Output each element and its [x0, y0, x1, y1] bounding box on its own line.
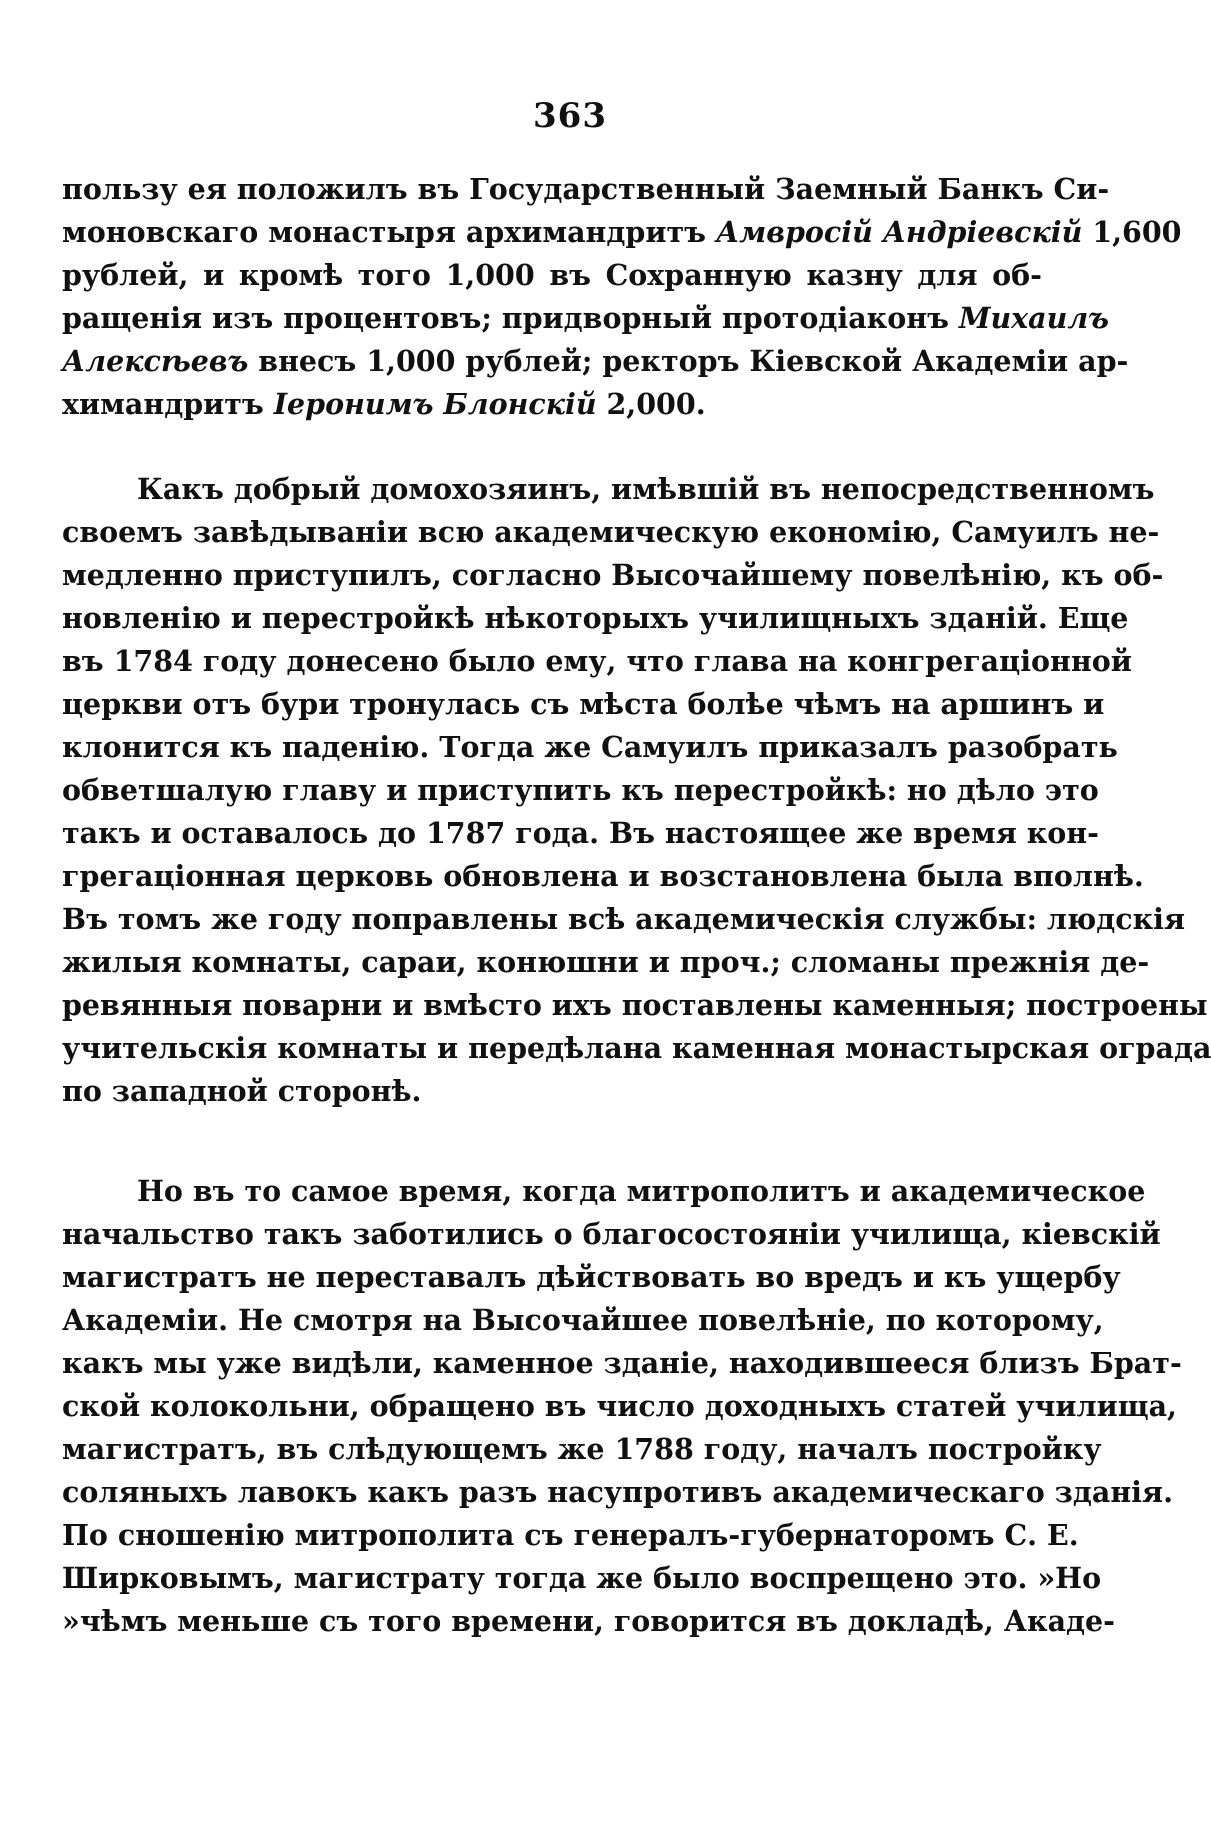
- text-line: [62, 1027, 1211, 1070]
- text-segment: медленно приступилъ, согласно Высочайшему повелѣнію, къ об-: [62, 558, 1164, 592]
- text-line: [62, 1299, 1104, 1342]
- italic-name: Алексѣевъ: [62, 344, 249, 378]
- text-segment: учительскія комнаты и передѣлана каменная монастырская ограда: [62, 1031, 1211, 1065]
- text-segment: внесъ 1,000 рублей; ректоръ Кіевской Академіи ар-: [248, 344, 1129, 378]
- text-segment: химандритъ: [62, 387, 274, 421]
- text-line: [62, 340, 1129, 383]
- text-line: [62, 898, 1186, 941]
- paragraph-1: [62, 168, 1182, 426]
- text-line: [62, 1385, 1177, 1428]
- text-segment: соляныхъ лавокъ какъ разъ насупротивъ академическаго зданія.: [62, 1475, 1173, 1509]
- text-line: [62, 468, 1155, 511]
- text-line: [62, 812, 1099, 855]
- text-segment: Ширковымъ, магистрату тогда же было воспрещено это. »Но: [62, 1561, 1102, 1595]
- paragraph-2: [62, 468, 1211, 1113]
- text-segment: Въ томъ же году поправлены всѣ академическія службы: людскія: [62, 902, 1186, 936]
- text-segment: начальство такъ заботились о благосостояніи училища, кіевскій: [62, 1217, 1161, 1251]
- text-line: [62, 383, 1042, 426]
- text-segment: По сношенію митрополита съ генералъ-губернаторомъ С. Е.: [62, 1518, 1079, 1552]
- text-line: [62, 511, 1160, 554]
- text-line: [62, 1471, 1173, 1514]
- text-line: [62, 1557, 1102, 1600]
- text-segment: по западной сторонѣ.: [62, 1074, 422, 1108]
- text-segment: Но въ то самое время, когда митрополитъ и академическое: [137, 1174, 1146, 1208]
- text-line: [62, 1514, 1079, 1557]
- text-line: [62, 211, 1182, 254]
- text-segment: грегаціонная церковь обновлена и возстановлена была вполнѣ.: [62, 859, 1144, 893]
- text-segment: обветшалую главу и приступить къ перестройкѣ: но дѣло это: [62, 773, 1099, 807]
- text-segment: въ 1784 году донесено было ему, что глава на конгрегаціонной: [62, 644, 1132, 678]
- text-line: [62, 683, 1105, 726]
- text-line: [62, 297, 1109, 340]
- text-line: [62, 1070, 1042, 1113]
- text-line: [62, 1600, 1115, 1643]
- text-segment: 2,000.: [596, 387, 706, 421]
- text-line: [62, 1428, 1102, 1471]
- text-line: [62, 1170, 1146, 1213]
- italic-name: Михаилъ: [958, 301, 1109, 335]
- text-line: [62, 254, 1042, 297]
- text-segment: такъ и оставалось до 1787 года. Въ настоящее же время кон-: [62, 816, 1099, 850]
- paragraph-3: [62, 1170, 1182, 1643]
- text-line: [62, 726, 1118, 769]
- text-segment: Академіи. Не смотря на Высочайшее повелѣніе, по которому,: [62, 1303, 1104, 1337]
- text-segment: магистратъ, въ слѣдующемъ же 1788 году, началъ постройку: [62, 1432, 1102, 1466]
- text-line: [62, 984, 1208, 1027]
- text-line: [62, 941, 1150, 984]
- text-line: [62, 1342, 1182, 1385]
- text-line: [62, 1213, 1161, 1256]
- text-segment: моновскаго монастыря архимандритъ: [62, 215, 716, 249]
- text-segment: рублей, и кромѣ того 1,000 въ Сохранную казну для об-: [62, 258, 1042, 292]
- text-segment: ревянныя поварни и вмѣсто ихъ поставлены каменныя; построены: [62, 988, 1208, 1022]
- text-line: [62, 640, 1132, 683]
- text-line: [62, 855, 1144, 898]
- text-segment: церкви отъ бури тронулась съ мѣста болѣе чѣмъ на аршинъ и: [62, 687, 1105, 721]
- text-line: [62, 1256, 1121, 1299]
- italic-name: Амвросій Андріевскій: [715, 215, 1083, 249]
- text-line: [62, 597, 1129, 640]
- text-segment: »чѣмъ меньше съ того времени, говорится въ докладѣ, Акаде-: [62, 1604, 1115, 1638]
- text-line: [62, 769, 1099, 812]
- italic-name: Іеронимъ Блонскій: [273, 387, 597, 421]
- text-segment: ращенія изъ процентовъ; придворный протодіаконъ: [62, 301, 959, 335]
- text-segment: 1,600: [1082, 215, 1182, 249]
- text-segment: пользу ея положилъ въ Государственный Заемный Банкъ Си-: [62, 172, 1110, 206]
- page-number: 363: [533, 96, 607, 136]
- text-segment: какъ мы уже видѣли, каменное зданіе, находившееся близъ Брат-: [62, 1346, 1182, 1380]
- text-segment: жилыя комнаты, сараи, конюшни и проч.; сломаны прежнія де-: [62, 945, 1150, 979]
- text-segment: новленію и перестройкѣ нѣкоторыхъ училищныхъ зданій. Еще: [62, 601, 1129, 635]
- text-line: [62, 168, 1110, 211]
- text-segment: клонится къ паденію. Тогда же Самуилъ приказалъ разобрать: [62, 730, 1118, 764]
- text-segment: своемъ завѣдываніи всю академическую економію, Самуилъ не-: [62, 515, 1160, 549]
- text-line: [62, 554, 1164, 597]
- text-segment: Какъ добрый домохозяинъ, имѣвшій въ непосредственномъ: [137, 472, 1155, 506]
- text-segment: магистратъ не переставалъ дѣйствовать во вредъ и къ ущербу: [62, 1260, 1121, 1294]
- text-segment: ской колокольни, обращено въ число доходныхъ статей училища,: [62, 1389, 1177, 1423]
